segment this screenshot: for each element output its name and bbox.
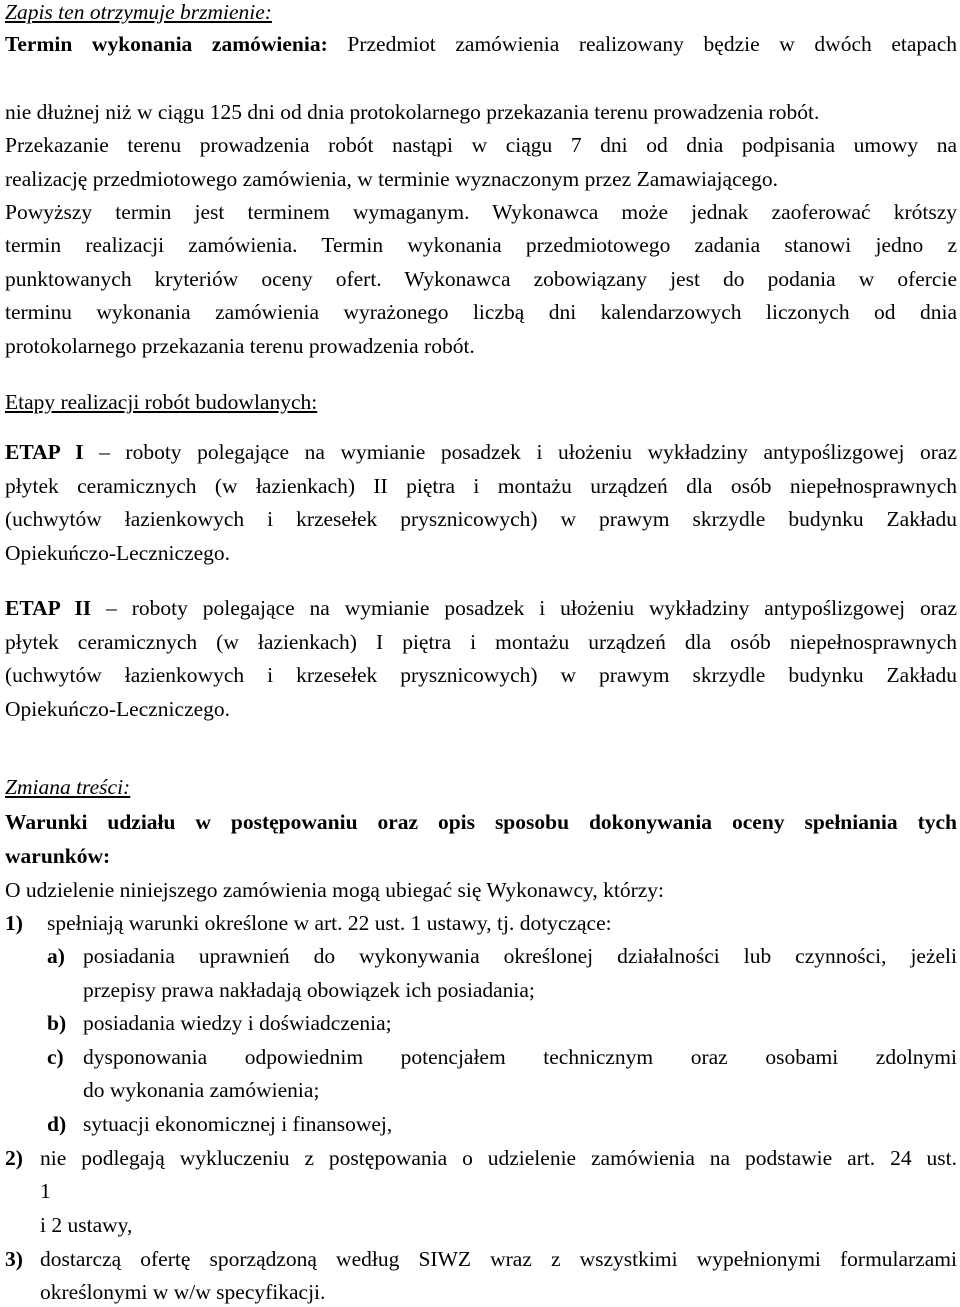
term-paragraph-line-8: terminu wykonania zamówienia wyrażonego liczbą dni kalendarzowych liczonych od dnia [5,300,957,324]
list-item-2-line-1: nie podlegają wykluczeniu z postępowania o udzielenie zamówienia na podstawie art. 24 ust. [40,1146,957,1170]
term-line-1-text: Przedmiot zamówienia realizowany będzie w dwóch etapach [327,32,957,56]
term-paragraph-line-1 [5,30,957,58]
term-paragraph-line-6: termin realizacji zamówienia. Termin wykonania przedmiotowego zadania stanowi jedno z [5,233,957,257]
etap1-label: ETAP I [5,440,84,464]
conditions-heading-line-1: Warunki udziału w postępowaniu oraz opis sposobu dokonywania oceny spełniania tych [5,810,957,834]
term-paragraph-line-3: Przekazanie terenu prowadzenia robót nastąpi w ciągu 7 dni od dnia podpisania umowy na [5,133,957,157]
etap1-line-4: Opiekuńczo-Leczniczego. [5,541,231,565]
list-number-2: 2) [5,1146,23,1170]
section-heading-zapis: Zapis ten otrzymuje brzmienie: [5,0,272,24]
etap2-line-2: płytek ceramicznych (w łazienkach) I piętra i montażu urządzeń dla osób niepełnosprawnych [5,630,957,654]
section-heading-zmiana: Zmiana treści: [5,775,131,799]
list-number-1: 1) [5,911,23,935]
etap2-label: ETAP II [5,596,92,620]
list-item-2-line-3: i 2 ustawy, [40,1213,133,1237]
sublist-c-line-2: do wykonania zamówienia; [83,1078,320,1102]
term-paragraph-line-7: punktowanych kryteriów oceny ofert. Wykonawca zobowiązany jest do podania w ofercie [5,267,957,291]
list-item-1-text: spełniają warunki określone w art. 22 ust. 1 ustawy, tj. dotyczące: [47,911,612,935]
etap2-line-1-text: – roboty polegające na wymianie posadzek i ułożeniu wykładziny antypoślizgowej oraz [91,596,958,620]
etapy-heading: Etapy realizacji robót budowlanych: [5,390,318,414]
conditions-intro: O udzielenie niniejszego zamówienia mogą ubiegać się Wykonawcy, którzy: [5,878,665,902]
list-item-2-line-2: 1 [40,1179,51,1203]
term-label: Termin wykonania zamówienia: [5,32,328,56]
sublist-letter-b: b) [47,1011,67,1035]
etap1-line-1-text: – roboty polegające na wymianie posadzek i ułożeniu wykładziny antypoślizgowej oraz [83,440,957,464]
sublist-a-line-2: przepisy prawa nakładają obowiązek ich posiadania; [83,978,535,1002]
list-number-3: 3) [5,1247,23,1271]
term-paragraph-line-2: nie dłużnej niż w ciągu 125 dni od dnia protokolarnego przekazania terenu prowadzenia robót. [5,100,820,124]
term-paragraph-line-9: protokolarnego przekazania terenu prowadzenia robót. [5,334,475,358]
sublist-letter-d: d) [47,1112,67,1136]
sublist-a-line-1: posiadania uprawnień do wykonywania określonej działalności lub czynności, jeżeli [83,944,957,968]
sublist-b-text: posiadania wiedzy i doświadczenia; [83,1011,392,1035]
sublist-d-text: sytuacji ekonomicznej i finansowej, [83,1112,393,1136]
etap2-line-1 [5,594,957,622]
etap1-line-3: (uchwytów łazienkowych i krzesełek prysznicowych) w prawym skrzydle budynku Zakładu [5,507,957,531]
etap2-line-3: (uchwytów łazienkowych i krzesełek prysznicowych) w prawym skrzydle budynku Zakładu [5,663,957,687]
sublist-c-line-1: dysponowania odpowiednim potencjałem technicznym oraz osobami zdolnymi [83,1045,957,1069]
sublist-letter-a: a) [47,944,65,968]
etap1-line-2: płytek ceramicznych (w łazienkach) II piętra i montażu urządzeń dla osób niepełnosprawnych [5,474,957,498]
term-paragraph-line-4: realizację przedmiotowego zamówienia, w terminie wyznaczonym przez Zamawiającego. [5,167,779,191]
term-paragraph-line-5: Powyższy termin jest terminem wymaganym. Wykonawca może jednak zaoferować krótszy [5,200,957,224]
list-item-3-line-1: dostarczą ofertę sporządzoną według SIWZ wraz z wszystkimi wypełnionymi formularzami [40,1247,957,1271]
list-item-3-line-2: określonymi w w/w specyfikacji. [40,1280,326,1304]
conditions-heading-line-2: warunków: [5,844,111,868]
etap2-line-4: Opiekuńczo-Leczniczego. [5,697,231,721]
etap1-line-1 [5,438,957,466]
sublist-letter-c: c) [47,1045,64,1069]
